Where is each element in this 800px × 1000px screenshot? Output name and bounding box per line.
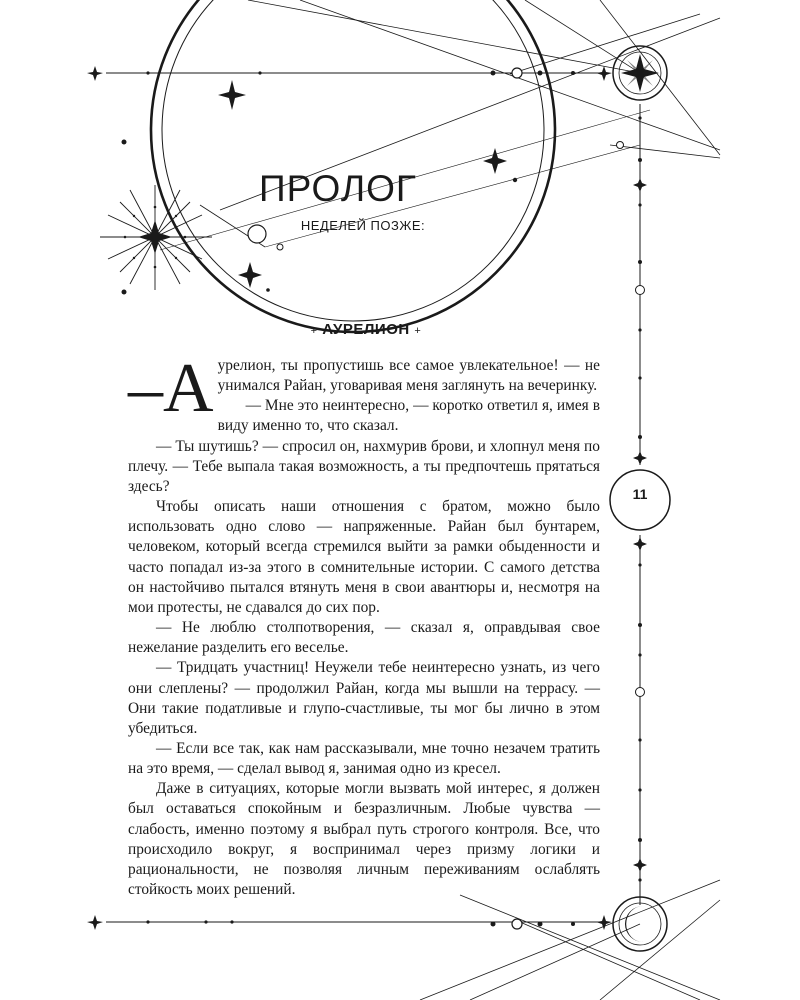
page-number: 11 <box>632 486 648 502</box>
chapter-subtitle: НЕДЕЛЕЙ ПОЗЖЕ: <box>300 218 426 233</box>
crescent-moon-icon <box>625 906 643 942</box>
pov-marker-left: + <box>310 325 318 337</box>
sparkle-star-icon <box>238 262 262 288</box>
sparkle-star-icon <box>633 858 647 872</box>
body-text <box>128 350 600 900</box>
sparkle-star-icon <box>633 537 647 551</box>
sparkle-star-icon <box>218 80 246 110</box>
sparkle-star-icon <box>87 915 103 930</box>
paragraph: — Тридцать участниц! Неужели тебе неинтересно узнать, из чего они слеплены? — продолжил Райан, когда мы вышли на террасу. — Они такие податливые и глупо-счастливые, ты мог бы лично в этом убедиться. <box>128 659 600 737</box>
pov-heading <box>303 321 429 338</box>
pov-name: АУРЕЛИОН <box>322 321 410 338</box>
paragraph: — Если все так, как нам рассказывали, мне точно незачем тратить на это время, — сделал вывод я, занимая одно из кресел. <box>128 739 600 778</box>
pov-marker-right: + <box>414 325 422 337</box>
paragraph: Даже в ситуациях, которые могли вызвать мой интерес, я должен был оставаться спокойным и безразличным. Любые чувства — слабость, именно поэтому я выбрал путь строгого контроля. Все, что происходило вокруг, я воспринимал через призму логики и рациональности, не позволяя личным переживаниям ослаблять стойкость моих решений. <box>128 780 600 899</box>
paragraph: — Ты шутишь? — спросил он, нахмурив брови, и хлопнул меня по плечу. — Тебе выпала такая возможность, а ты предпочтешь прятаться здесь? <box>128 437 600 495</box>
paragraph: Чтобы описать наши отношения с братом, можно было использовать одно слово — напряженные. Райан был бунтарем, человеком, который всегда стремился выйти за рамки обыденности и часто попадал из-за этого в сомнительные истории. С самого детства он настойчиво пытался втянуть меня в свои авантюры и, несмотря на мои протесты, не сдавался до сих пор. <box>128 498 600 616</box>
sparkle-star-icon <box>87 66 103 81</box>
sparkle-star-icon <box>633 178 647 192</box>
sparkle-star-icon <box>633 451 647 465</box>
sparkle-star-icon <box>596 66 612 81</box>
drop-cap: –А <box>128 350 214 427</box>
chapter-title: ПРОЛОГ <box>259 168 417 209</box>
paragraph: — Не люблю столпотворения, — сказал я, оправдывая свое нежелание разделить его веселье. <box>128 619 600 657</box>
paragraph: — Мне это неинтересно, — коротко ответил я, имея в виду именно то, что сказал. <box>217 397 600 435</box>
paragraph: –А урелион, ты пропустишь все самое увлекательное! — не унимался Райан, уговаривая меня заглянуть на вечеринку. <box>128 350 600 427</box>
sparkle-star-icon <box>596 915 612 930</box>
